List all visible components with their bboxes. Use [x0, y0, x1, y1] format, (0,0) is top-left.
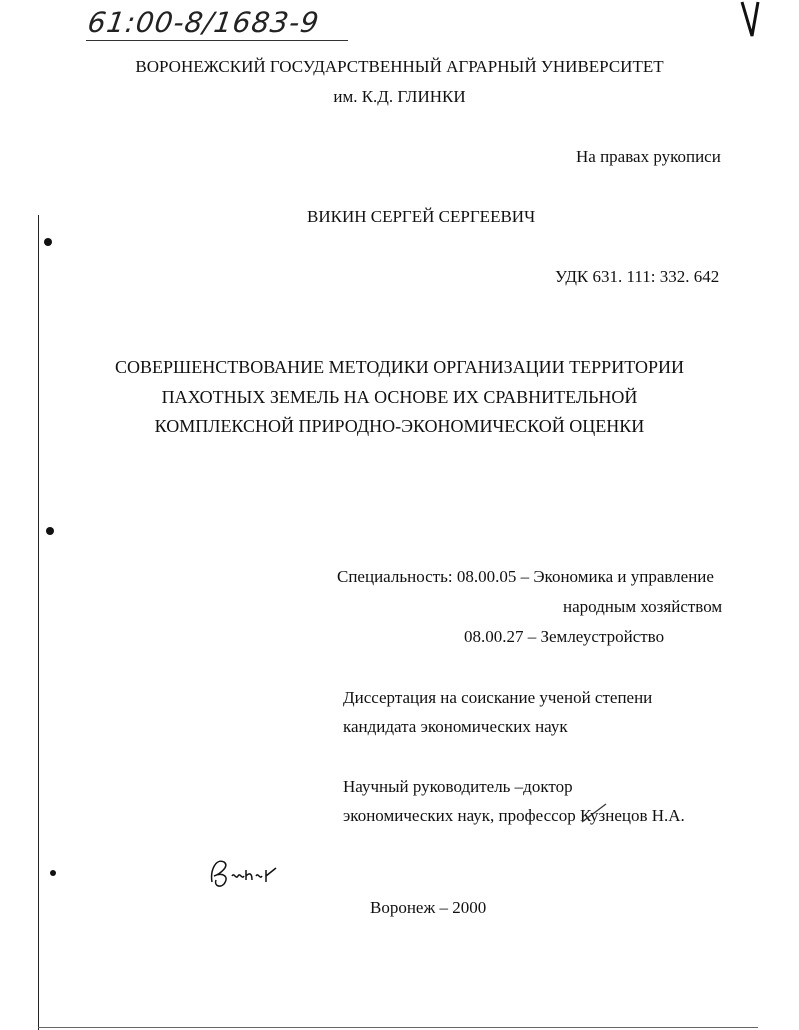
archive-code-underline	[86, 40, 348, 41]
scan-bottom-edge	[38, 1027, 758, 1028]
university-name: ВОРОНЕЖСКИЙ ГОСУДАРСТВЕННЫЙ АГРАРНЫЙ УНИВЕРСИТЕТ	[135, 57, 664, 76]
manuscript-rights: На правах рукописи	[576, 147, 721, 166]
title-line-2: ПАХОТНЫХ ЗЕМЕЛЬ НА ОСНОВЕ ИХ СРАВНИТЕЛЬНОЙ	[161, 387, 638, 407]
title-line-1: СОВЕРШЕНСТВОВАНИЕ МЕТОДИКИ ОРГАНИЗАЦИИ ТЕРРИТОРИИ	[115, 357, 684, 377]
corner-slash-mark	[738, 0, 762, 40]
place-year: Воронеж – 2000	[370, 898, 487, 917]
udc-code: УДК 631. 111: 332. 642	[555, 267, 720, 286]
scan-margin-line	[38, 215, 39, 1030]
margin-dot-3	[50, 870, 56, 876]
dissertation-line-1: Диссертация на соискание ученой степени	[343, 688, 653, 707]
specialty-line-3: 08.00.27 – Землеустройство	[464, 627, 665, 646]
pen-stroke-mark	[580, 800, 610, 824]
supervisor-line-2: экономических наук, профессор Кузнецов Н.А.	[343, 806, 685, 825]
dissertation-line-2: кандидата экономических наук	[343, 717, 568, 736]
author-signature	[206, 852, 286, 892]
margin-dot-1	[44, 238, 52, 246]
specialty-line-2: народным хозяйством	[563, 597, 723, 616]
handwritten-archive-code: 61:00-8/1683-9	[85, 6, 322, 39]
supervisor-line-1: Научный руководитель –доктор	[343, 777, 573, 796]
specialty-line-1: Специальность: 08.00.05 – Экономика и управление	[337, 567, 714, 586]
margin-dot-2	[46, 527, 54, 535]
author-name: ВИКИН СЕРГЕЙ СЕРГЕЕВИЧ	[307, 207, 536, 226]
title-line-3: КОМПЛЕКСНОЙ ПРИРОДНО-ЭКОНОМИЧЕСКОЙ ОЦЕНКИ	[154, 416, 645, 436]
university-named-after: им. К.Д. ГЛИНКИ	[333, 87, 466, 106]
